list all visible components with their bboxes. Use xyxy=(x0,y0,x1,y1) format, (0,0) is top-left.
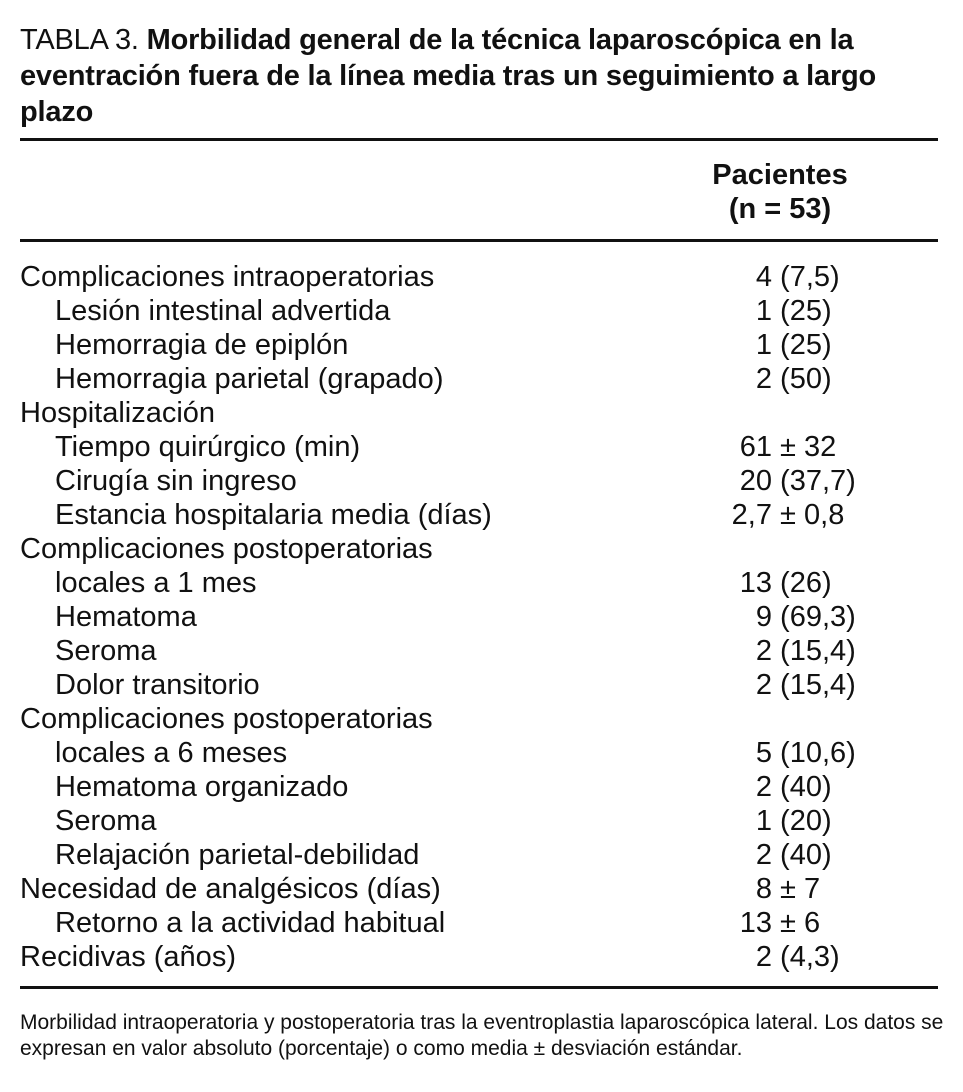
value-number: 5 xyxy=(755,737,772,769)
row-value xyxy=(660,532,890,566)
row-label: Seroma xyxy=(55,805,157,837)
row-label: Hematoma xyxy=(55,601,197,633)
column-header-line1: Pacientes xyxy=(712,159,848,191)
value-number: 2 xyxy=(755,839,772,871)
row-label: locales a 6 meses xyxy=(55,737,288,769)
table-footnote: Morbilidad intraoperatoria y postoperatoria tras la eventroplastia laparoscópica lateral. Los datos se expresan en valor absoluto (porcentaje) o como media ± desviación estándar. xyxy=(20,1011,944,1060)
value-number: 2,7 xyxy=(731,499,772,531)
row-label: Cirugía sin ingreso xyxy=(55,465,297,497)
value-detail: (4,3) xyxy=(772,941,840,973)
table-row xyxy=(20,430,938,464)
value-number: 8 xyxy=(755,873,772,905)
row-value xyxy=(660,396,890,430)
row-label: Hemorragia parietal (grapado) xyxy=(55,363,444,395)
value-number: 2 xyxy=(755,363,772,395)
row-value xyxy=(660,600,890,634)
table-title xyxy=(20,22,950,130)
row-value xyxy=(660,906,890,940)
value-number: 2 xyxy=(755,635,772,667)
row-label: Estancia hospitalaria media (días) xyxy=(55,499,492,531)
value-number: 2 xyxy=(755,669,772,701)
row-value xyxy=(660,736,890,770)
row-value xyxy=(660,838,890,872)
row-label: Retorno a la actividad habitual xyxy=(55,907,446,939)
top-rule xyxy=(20,138,938,141)
table-row xyxy=(20,634,938,668)
value-number: 2 xyxy=(755,771,772,803)
value-number: 9 xyxy=(755,601,772,633)
row-label: Hemorragia de epiplón xyxy=(55,329,349,361)
header-rule xyxy=(20,239,938,242)
value-number: 4 xyxy=(755,261,772,293)
value-detail: ± 7 xyxy=(772,873,821,905)
column-header xyxy=(690,158,870,226)
value-detail: (37,7) xyxy=(772,465,856,497)
row-value xyxy=(660,804,890,838)
row-value xyxy=(660,294,890,328)
value-number: 1 xyxy=(755,805,772,837)
row-value xyxy=(660,940,890,974)
row-label: Dolor transitorio xyxy=(55,669,260,701)
row-label: Hospitalización xyxy=(20,397,216,429)
value-number: 1 xyxy=(755,295,772,327)
table-number: TABLA 3. xyxy=(20,24,139,56)
table-row xyxy=(20,566,938,600)
row-label: Relajación parietal-debilidad xyxy=(55,839,420,871)
row-label: Complicaciones postoperatorias xyxy=(20,703,433,735)
row-value xyxy=(660,634,890,668)
row-value xyxy=(660,872,890,906)
value-detail: (40) xyxy=(772,839,832,871)
value-detail: (15,4) xyxy=(772,635,856,667)
row-value xyxy=(660,702,890,736)
row-value xyxy=(660,328,890,362)
value-detail: (20) xyxy=(772,805,832,837)
table-row xyxy=(20,838,938,872)
table-row xyxy=(20,940,938,974)
value-detail: (7,5) xyxy=(772,261,840,293)
row-label: Hematoma organizado xyxy=(55,771,349,803)
table-row xyxy=(20,464,938,498)
table-row xyxy=(20,668,938,702)
row-value xyxy=(660,668,890,702)
row-value xyxy=(660,260,890,294)
row-label: Recidivas (años) xyxy=(20,941,236,973)
value-number: 20 xyxy=(739,465,772,497)
row-label: locales a 1 mes xyxy=(55,567,257,599)
row-label: Tiempo quirúrgico (min) xyxy=(55,431,361,463)
table-caption: Morbilidad general de la técnica laparoscópica en la eventración fuera de la línea media tras un seguimiento a largo plazo xyxy=(20,24,877,128)
row-label: Complicaciones postoperatorias xyxy=(20,533,433,565)
table-row xyxy=(20,702,938,736)
table-row xyxy=(20,328,938,362)
row-value xyxy=(660,566,890,600)
value-detail: (10,6) xyxy=(772,737,856,769)
value-detail: ± 0,8 xyxy=(772,499,845,531)
row-value xyxy=(660,498,890,532)
value-number: 13 xyxy=(739,907,772,939)
bottom-rule xyxy=(20,986,938,989)
value-detail: (26) xyxy=(772,567,832,599)
value-number: 2 xyxy=(755,941,772,973)
value-detail: (40) xyxy=(772,771,832,803)
row-value xyxy=(660,770,890,804)
table-row xyxy=(20,498,938,532)
row-value xyxy=(660,362,890,396)
row-value xyxy=(660,430,890,464)
table-row xyxy=(20,396,938,430)
value-detail: (50) xyxy=(772,363,832,395)
value-detail: ± 6 xyxy=(772,907,821,939)
value-detail: (25) xyxy=(772,295,832,327)
table-row xyxy=(20,260,938,294)
row-label: Necesidad de analgésicos (días) xyxy=(20,873,441,905)
table-body xyxy=(20,260,938,974)
value-number: 1 xyxy=(755,329,772,361)
row-label: Lesión intestinal advertida xyxy=(55,295,391,327)
column-header-line2: (n = 53) xyxy=(728,193,832,225)
value-number: 13 xyxy=(739,567,772,599)
value-detail: (15,4) xyxy=(772,669,856,701)
table-row xyxy=(20,600,938,634)
table-row xyxy=(20,906,938,940)
row-value xyxy=(660,464,890,498)
row-label: Complicaciones intraoperatorias xyxy=(20,261,435,293)
value-detail: (25) xyxy=(772,329,832,361)
row-label: Seroma xyxy=(55,635,157,667)
value-detail: ± 32 xyxy=(772,431,837,463)
table-row xyxy=(20,362,938,396)
table-row xyxy=(20,532,938,566)
table-row xyxy=(20,294,938,328)
table-row xyxy=(20,872,938,906)
value-detail: (69,3) xyxy=(772,601,856,633)
table-row xyxy=(20,770,938,804)
table-row xyxy=(20,804,938,838)
value-number: 61 xyxy=(739,431,772,463)
table-row xyxy=(20,736,938,770)
